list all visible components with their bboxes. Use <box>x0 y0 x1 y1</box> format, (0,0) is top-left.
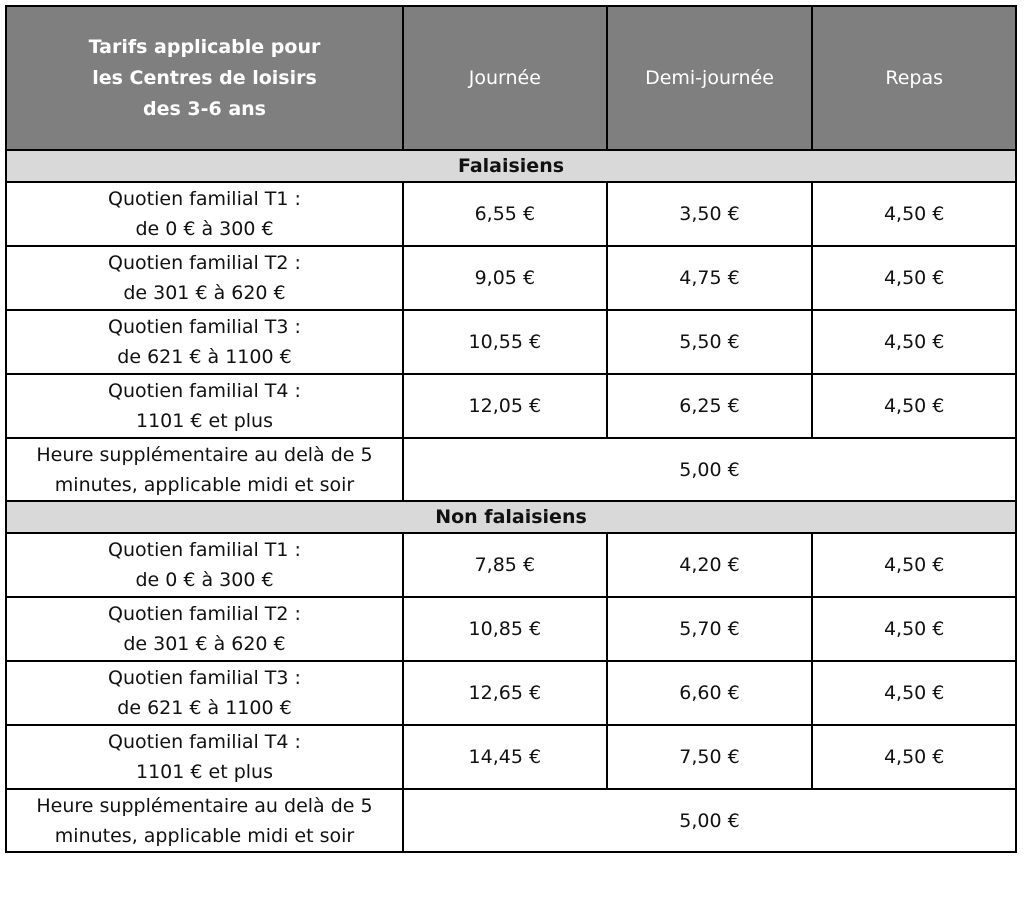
price-demi-journee: 4,75 € <box>607 246 813 310</box>
row-label-line-2: de 0 € à 300 € <box>135 218 274 240</box>
section-row <box>6 150 1016 182</box>
price-journee: 10,85 € <box>403 597 607 661</box>
price-demi-journee: 6,60 € <box>607 661 813 725</box>
table-title-line-2: les Centres de loisirs <box>92 66 317 89</box>
extra-hour-price: 5,00 € <box>403 789 1016 852</box>
extra-hour-label-line-1: Heure supplémentaire au delà de 5 <box>36 443 373 466</box>
row-label-line-2: de 301 € à 620 € <box>123 282 286 304</box>
row-label-line-1: Quotien familial T1 : <box>108 188 301 210</box>
price-demi-journee: 4,20 € <box>607 533 813 597</box>
extra-hour-row <box>6 789 1016 852</box>
price-journee: 10,55 € <box>403 310 607 374</box>
extra-hour-label-line-2: minutes, applicable midi et soir <box>54 824 355 847</box>
price-journee: 12,65 € <box>403 661 607 725</box>
row-label-line-1: Quotien familial T4 : <box>108 380 301 402</box>
row-label <box>6 310 403 374</box>
row-label-line-1: Quotien familial T2 : <box>108 252 301 274</box>
price-journee: 6,55 € <box>403 182 607 246</box>
tariff-table-container <box>5 5 1017 853</box>
table-row <box>6 533 1016 597</box>
price-repas: 4,50 € <box>812 597 1016 661</box>
price-repas: 4,50 € <box>812 374 1016 438</box>
extra-hour-label-line-2: minutes, applicable midi et soir <box>54 473 355 496</box>
table-row <box>6 246 1016 310</box>
row-label <box>6 374 403 438</box>
row-label-line-1: Quotien familial T4 : <box>108 731 301 753</box>
extra-hour-row <box>6 438 1016 501</box>
row-label <box>6 182 403 246</box>
price-journee: 9,05 € <box>403 246 607 310</box>
row-label-line-2: 1101 € et plus <box>136 761 273 783</box>
table-row <box>6 661 1016 725</box>
table-title-line-3: des 3-6 ans <box>142 97 266 120</box>
price-journee: 12,05 € <box>403 374 607 438</box>
extra-hour-label <box>6 438 403 501</box>
price-demi-journee: 7,50 € <box>607 725 813 789</box>
price-demi-journee: 5,70 € <box>607 597 813 661</box>
row-label-line-2: de 0 € à 300 € <box>135 569 274 591</box>
table-title-line-1: Tarifs applicable pour <box>88 35 321 58</box>
row-label-line-1: Quotien familial T2 : <box>108 603 301 625</box>
row-label-line-2: de 621 € à 1100 € <box>117 697 292 719</box>
extra-hour-label <box>6 789 403 852</box>
section-title-non-falaisiens: Non falaisiens <box>6 501 1016 533</box>
row-label <box>6 597 403 661</box>
section-title-falaisiens: Falaisiens <box>6 150 1016 182</box>
price-repas: 4,50 € <box>812 533 1016 597</box>
row-label <box>6 246 403 310</box>
price-repas: 4,50 € <box>812 310 1016 374</box>
price-repas: 4,50 € <box>812 661 1016 725</box>
column-header-repas: Repas <box>812 6 1016 150</box>
price-repas: 4,50 € <box>812 725 1016 789</box>
row-label-line-1: Quotien familial T3 : <box>108 316 301 338</box>
table-row <box>6 310 1016 374</box>
price-repas: 4,50 € <box>812 246 1016 310</box>
row-label <box>6 533 403 597</box>
price-repas: 4,50 € <box>812 182 1016 246</box>
table-row <box>6 182 1016 246</box>
price-demi-journee: 3,50 € <box>607 182 813 246</box>
table-row <box>6 597 1016 661</box>
column-header-journee: Journée <box>403 6 607 150</box>
row-label-line-1: Quotien familial T3 : <box>108 667 301 689</box>
row-label-line-2: 1101 € et plus <box>136 410 273 432</box>
table-row <box>6 725 1016 789</box>
tariff-table <box>5 5 1017 853</box>
row-label-line-2: de 621 € à 1100 € <box>117 346 292 368</box>
section-row <box>6 501 1016 533</box>
price-demi-journee: 6,25 € <box>607 374 813 438</box>
extra-hour-price: 5,00 € <box>403 438 1016 501</box>
extra-hour-label-line-1: Heure supplémentaire au delà de 5 <box>36 794 373 817</box>
column-header-demi-journee: Demi-journée <box>607 6 813 150</box>
header-row <box>6 6 1016 150</box>
row-label <box>6 725 403 789</box>
price-demi-journee: 5,50 € <box>607 310 813 374</box>
row-label-line-1: Quotien familial T1 : <box>108 539 301 561</box>
table-row <box>6 374 1016 438</box>
row-label-line-2: de 301 € à 620 € <box>123 633 286 655</box>
price-journee: 7,85 € <box>403 533 607 597</box>
row-label <box>6 661 403 725</box>
table-title <box>6 6 403 150</box>
price-journee: 14,45 € <box>403 725 607 789</box>
